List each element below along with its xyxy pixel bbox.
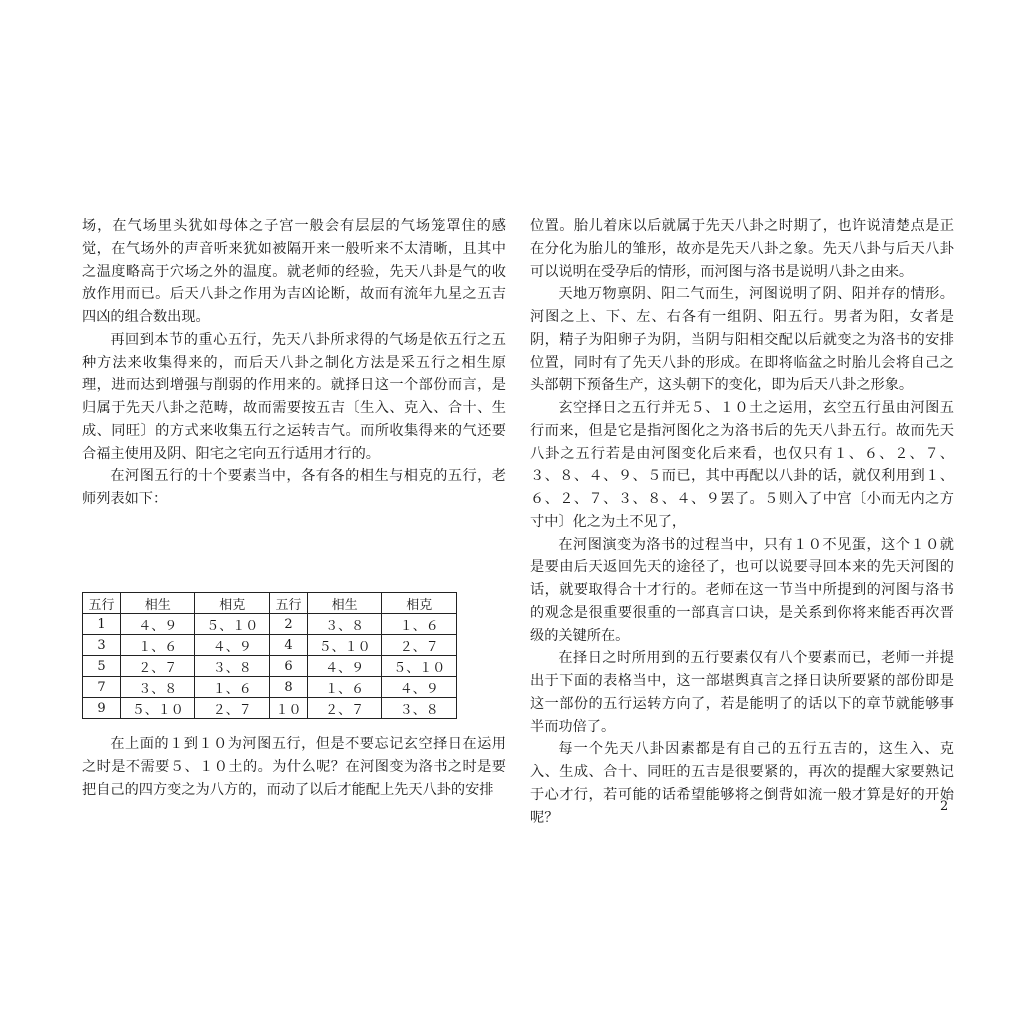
- table-cell: 7: [83, 677, 121, 698]
- table-row: [83, 614, 457, 635]
- table-cell: １、６: [382, 614, 457, 635]
- table-cell: ４、９: [307, 656, 382, 677]
- table-cell: 6: [269, 656, 307, 677]
- paragraph: 玄空择日之五行并无５、１０土之运用，玄空五行虽由河图五行而来，但是它是指河图化之为洛书后的先天八卦五行。故而先天八卦之五行若是由河图变化后来看，也仅只有１、６、２、７、３、８、４、９、５而已，其中再配以八卦的话，就仅利用到１、６、２、７、３、８、４、９罢了。５则入了中宫〔小而无内之方寸中〕化之为土不见了，: [530, 400, 954, 530]
- paragraph: 位置。胎儿着床以后就属于先天八卦之时期了，也许说清楚点是正在分化为胎儿的雏形，故亦是先天八卦之象。先天八卦与后天八卦可以说明在受孕后的情形，而河图与洛书是说明八卦之由来。: [530, 218, 954, 280]
- table-header-cell: 五行: [269, 593, 307, 614]
- table-cell: ２、７: [195, 698, 270, 719]
- table-cell: １、６: [195, 677, 270, 698]
- table-cell: ２、７: [120, 656, 195, 677]
- table-cell: 1: [83, 614, 121, 635]
- table-cell: １０: [269, 698, 307, 719]
- paragraph: 在河图五行的十个要素当中，各有各的相生与相克的五行，老师列表如下：: [82, 468, 506, 507]
- table-cell: ５、１０: [195, 614, 270, 635]
- five-elements-table: [82, 592, 457, 719]
- table-cell: 3: [83, 635, 121, 656]
- paragraph: 在河图演变为洛书的过程当中，只有１０不见蛋，这个１０就是要由后天返回先天的途径了，也可以说要寻回本来的先天河图的话，就要取得合十才行的。老师在这一节当中所提到的河图与洛书的观念是很重要很重的一部真言口诀，是关系到你将来能否再次晋级的关键所在。: [530, 536, 954, 644]
- table-cell: ４、９: [195, 635, 270, 656]
- table-row: [83, 635, 457, 656]
- table-cell: 4: [269, 635, 307, 656]
- table-row: [83, 656, 457, 677]
- table-cell: ３、８: [195, 656, 270, 677]
- table-cell: ５、１０: [120, 698, 195, 719]
- table-header-cell: 相生: [120, 593, 195, 614]
- right-column: [530, 215, 954, 829]
- table-cell: ４、９: [382, 677, 457, 698]
- table-cell: 2: [269, 614, 307, 635]
- table-row: [83, 698, 457, 719]
- table-cell: ２、７: [382, 635, 457, 656]
- table-cell: 8: [269, 677, 307, 698]
- paragraph: 每一个先天八卦因素都是有自己的五行五吉的，这生入、克入、生成、合十、同旺的五吉是很要紧的，再次的提醒大家要熟记于心才行，若可能的话希望能够将之倒背如流一般才算是好的开始呢？: [530, 741, 954, 826]
- paragraph: 天地万物禀阴、阳二气而生，河图说明了阴、阳并存的情形。河图之上、下、左、右各有一组阴、阳五行。男者为阳，女者是阴，精子为阳卵子为阴，当阴与阳相交配以后就变之为洛书的安排位置，同时有了先天八卦的形成。在即将临盆之时胎儿会将自己之头部朝下预备生产，这头朝下的变化，即为后天八卦之形象。: [530, 286, 954, 394]
- table-row: [83, 677, 457, 698]
- table-header-cell: 相克: [382, 593, 457, 614]
- table-header-cell: 五行: [83, 593, 121, 614]
- table-cell: ３、８: [382, 698, 457, 719]
- table-cell: 9: [83, 698, 121, 719]
- table-cell: ２、７: [307, 698, 382, 719]
- table-cell: 5: [83, 656, 121, 677]
- paragraph: 在上面的１到１０为河图五行，但是不要忘记玄空择日在运用之时是不需要５、１０土的。为什么呢？在河图变为洛书之时是要把自己的四方变之为八方的，而动了以后才能配上先天八卦的安排: [82, 736, 506, 798]
- paragraph: 场，在气场里头犹如母体之子宫一般会有层层的气场笼罩住的感觉，在气场外的声音听来犹如被隔开来一般听来不太清晰，且其中之温度略高于穴场之外的温度。就老师的经验，先天八卦是气的收放作用而已。后天八卦之作用为吉凶论断，故而有流年九星之五吉四凶的组合数出现。: [82, 218, 506, 325]
- table-header-cell: 相克: [195, 593, 270, 614]
- after-table-text: [82, 733, 506, 801]
- table-cell: ３、８: [120, 677, 195, 698]
- table-cell: １、６: [307, 677, 382, 698]
- table-cell: ５、１０: [382, 656, 457, 677]
- page-number: 2: [940, 799, 949, 814]
- table-cell: ３、８: [307, 614, 382, 635]
- table-cell: １、６: [120, 635, 195, 656]
- table-cell: ５、１０: [307, 635, 382, 656]
- table-header-row: [83, 593, 457, 614]
- paragraph: 再回到本节的重心五行，先天八卦所求得的气场是依五行之五种方法来收集得来的，而后天八卦之制化方法是采五行之相生原理，进而达到增强与削弱的作用来的。就择日这一个部份而言，是归属于先天八卦之范畴，故而需要按五吉〔生入、克入、合十、生成、同旺〕的方式来收集五行之运转吉气。而所收集得来的气还要合福主使用及阴、阳宅之宅向五行适用才行的。: [82, 331, 506, 462]
- paragraph: 在择日之时所用到的五行要素仅有八个要素而已，老师一并提出于下面的表格当中，这一部堪舆真言之择日诀所要紧的部份即是这一部份的五行运转方向了，若是能明了的话以下的章节就能够事半而功倍了。: [530, 650, 954, 735]
- left-column: [82, 215, 506, 511]
- table-cell: ４、９: [120, 614, 195, 635]
- table-header-cell: 相生: [307, 593, 382, 614]
